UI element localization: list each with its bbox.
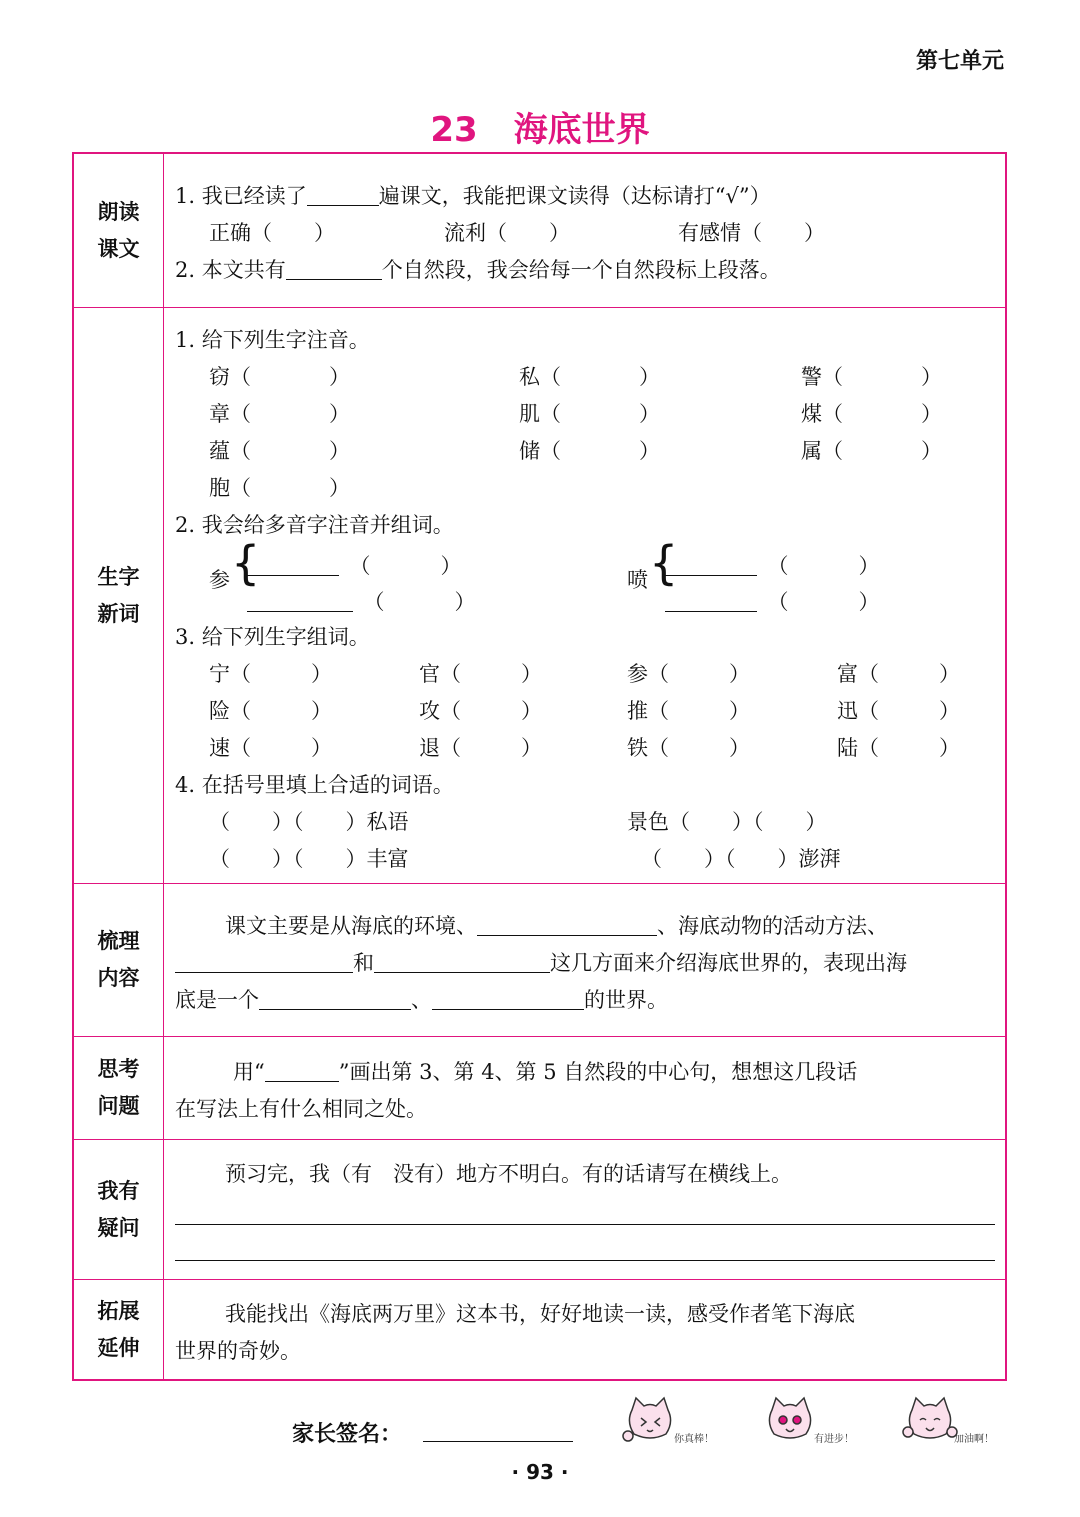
fill-item[interactable]: （ ）（ ）私语 [209,810,409,834]
char: 推 [627,699,648,723]
reading-q1-rest: 遍课文，我能把课文读得（达标请打“√”） [378,184,771,208]
extension-text: 世界的奇妙。 [175,1339,301,1363]
section-reading [74,154,1005,308]
thinking-text: 用“ [233,1060,265,1084]
summary-text: 的世界。 [584,988,668,1012]
blank-line[interactable] [259,989,411,1010]
blank-line[interactable] [477,915,657,936]
reading-q2: 2. 本文共有 [175,258,286,282]
summary-text: 、海底动物的活动方法、 [657,914,888,938]
option-emotion[interactable]: 有感情（ ） [678,221,825,245]
blank-line[interactable] [247,591,353,612]
thinking-text: ”画出第 3、第 4、第 5 自然段的中心句，想想这几段话 [338,1060,858,1084]
char: 迅 [837,699,858,723]
char: 胞 [209,476,230,500]
cat-icon [760,1392,820,1447]
words-content: 1. 给下列生字注音。 窃（ ） 私（ ） 警（ ） 章（ ） 肌（ ） 煤（ ） 蕴（ ） 储（ ） 属（ ） 胞（ ） 2. 我会给多音字注音并组词。 参 { （ ） （ ） 喷 { （ ） （ ） 3. 给下列生字组词。 宁（ ） 官（ ） 参（ ） 富（ ） 险（ ） 攻（ ） 推（ ） 迅（ ） 速（ ） 退（ ） 铁（ ） 陆（ ） 4. 在括号里填上合适的词语。 （ ）（ ）私语 景色（ ）（ ） （ ）（ ）丰富 （ ）（ ）澎湃 [175,308,995,883]
blank-line[interactable] [665,591,757,612]
blank-line[interactable] [307,185,379,206]
parent-signature-label: 家长签名： [292,1422,403,1447]
fill-item[interactable]: （ ）（ ）丰富 [209,847,409,871]
char: 速 [209,736,230,760]
char: 警 [801,365,822,389]
char: 陆 [837,736,858,760]
char: 宁 [209,662,230,686]
unit-label: 第七单元 [915,49,1004,74]
char: 煤 [801,402,822,426]
section-new-words [74,308,1005,884]
thinking-text: 在写法上有什么相同之处。 [175,1097,427,1121]
char: 官 [419,662,440,686]
section-label: 拓展 延伸 [74,1280,164,1379]
fill-item[interactable]: 景色（ ）（ ） [627,810,827,834]
blank-line[interactable] [432,989,584,1010]
section-question [74,1140,1005,1280]
section-label: 思考 问题 [74,1037,164,1139]
sticker-great [620,1392,714,1451]
summary-text: 底是一个 [175,988,259,1012]
cat-icon [900,1392,960,1447]
page-number: · 93 · [511,1460,569,1484]
char: 蕴 [209,439,230,463]
char: 私 [519,365,540,389]
lesson-name: 海底世界 [513,110,650,150]
char: 窃 [209,365,230,389]
lesson-number: 23 [430,110,478,150]
option-fluent[interactable]: 流利（ ） [444,221,570,245]
summary-text: 课文主要是从海底的环境、 [225,914,477,938]
char: 铁 [627,736,648,760]
section-label: 朗读 课文 [74,154,164,307]
lesson-title [0,102,1080,151]
summary-text: 、 [411,988,432,1012]
blank-line[interactable] [374,952,550,973]
sticker-progress [760,1392,854,1451]
extension-text: 我能找出《海底两万里》这本书，好好地读一读，感受作者笔下海底 [225,1302,855,1326]
section-label: 我有 疑问 [74,1140,164,1279]
reading-q2-rest: 个自然段，我会给每一个自然段标上段落。 [381,258,781,282]
option-correct[interactable]: 正确（ ） [209,221,335,245]
words-q1: 1. 给下列生字注音。 [175,328,370,352]
char: 章 [209,402,230,426]
cat-icon [620,1392,680,1447]
question-text: 预习完，我（有 没有）地方不明白。有的话请写在横线上。 [225,1162,792,1186]
brace: { [649,536,679,590]
brace: { [231,536,261,590]
worksheet-table [72,152,1007,1381]
poly-char: 参 [209,568,230,592]
char: 参 [627,662,648,686]
answer-line[interactable] [175,1260,995,1261]
char: 攻 [419,699,440,723]
summary-text: 这几方面来介绍海底世界的，表现出海 [550,951,907,975]
char: 退 [419,736,440,760]
summary-text: 和 [353,951,374,975]
section-thinking [74,1037,1005,1140]
char: 属 [801,439,822,463]
char: 储 [519,439,540,463]
char: 险 [209,699,230,723]
char: 肌 [519,402,540,426]
answer-line[interactable] [175,1224,995,1225]
reading-q1: 1. 我已经读了 [175,184,307,208]
section-summary [74,884,1005,1037]
fill-item[interactable]: （ ）（ ）澎湃 [641,847,841,871]
words-q3: 3. 给下列生字组词。 [175,625,370,649]
sticker-caption: 加油啊！ [954,1434,994,1445]
section-extension [74,1280,1005,1379]
blank-line[interactable] [247,555,339,576]
blank-line[interactable] [665,555,757,576]
char: 富 [837,662,858,686]
blank-line[interactable] [286,259,382,280]
sticker-caption: 你真棒！ [674,1434,714,1445]
sticker-cheer [900,1392,994,1451]
words-q4: 4. 在括号里填上合适的词语。 [175,773,454,797]
section-label: 生字 新词 [74,308,164,883]
blank-line[interactable] [265,1061,339,1082]
section-label: 梳理 内容 [74,884,164,1036]
parent-signature-line[interactable] [423,1441,573,1442]
poly-char: 喷 [627,568,648,592]
blank-line[interactable] [175,952,353,973]
sticker-caption: 有进步！ [814,1434,854,1445]
words-q2: 2. 我会给多音字注音并组词。 [175,513,454,537]
